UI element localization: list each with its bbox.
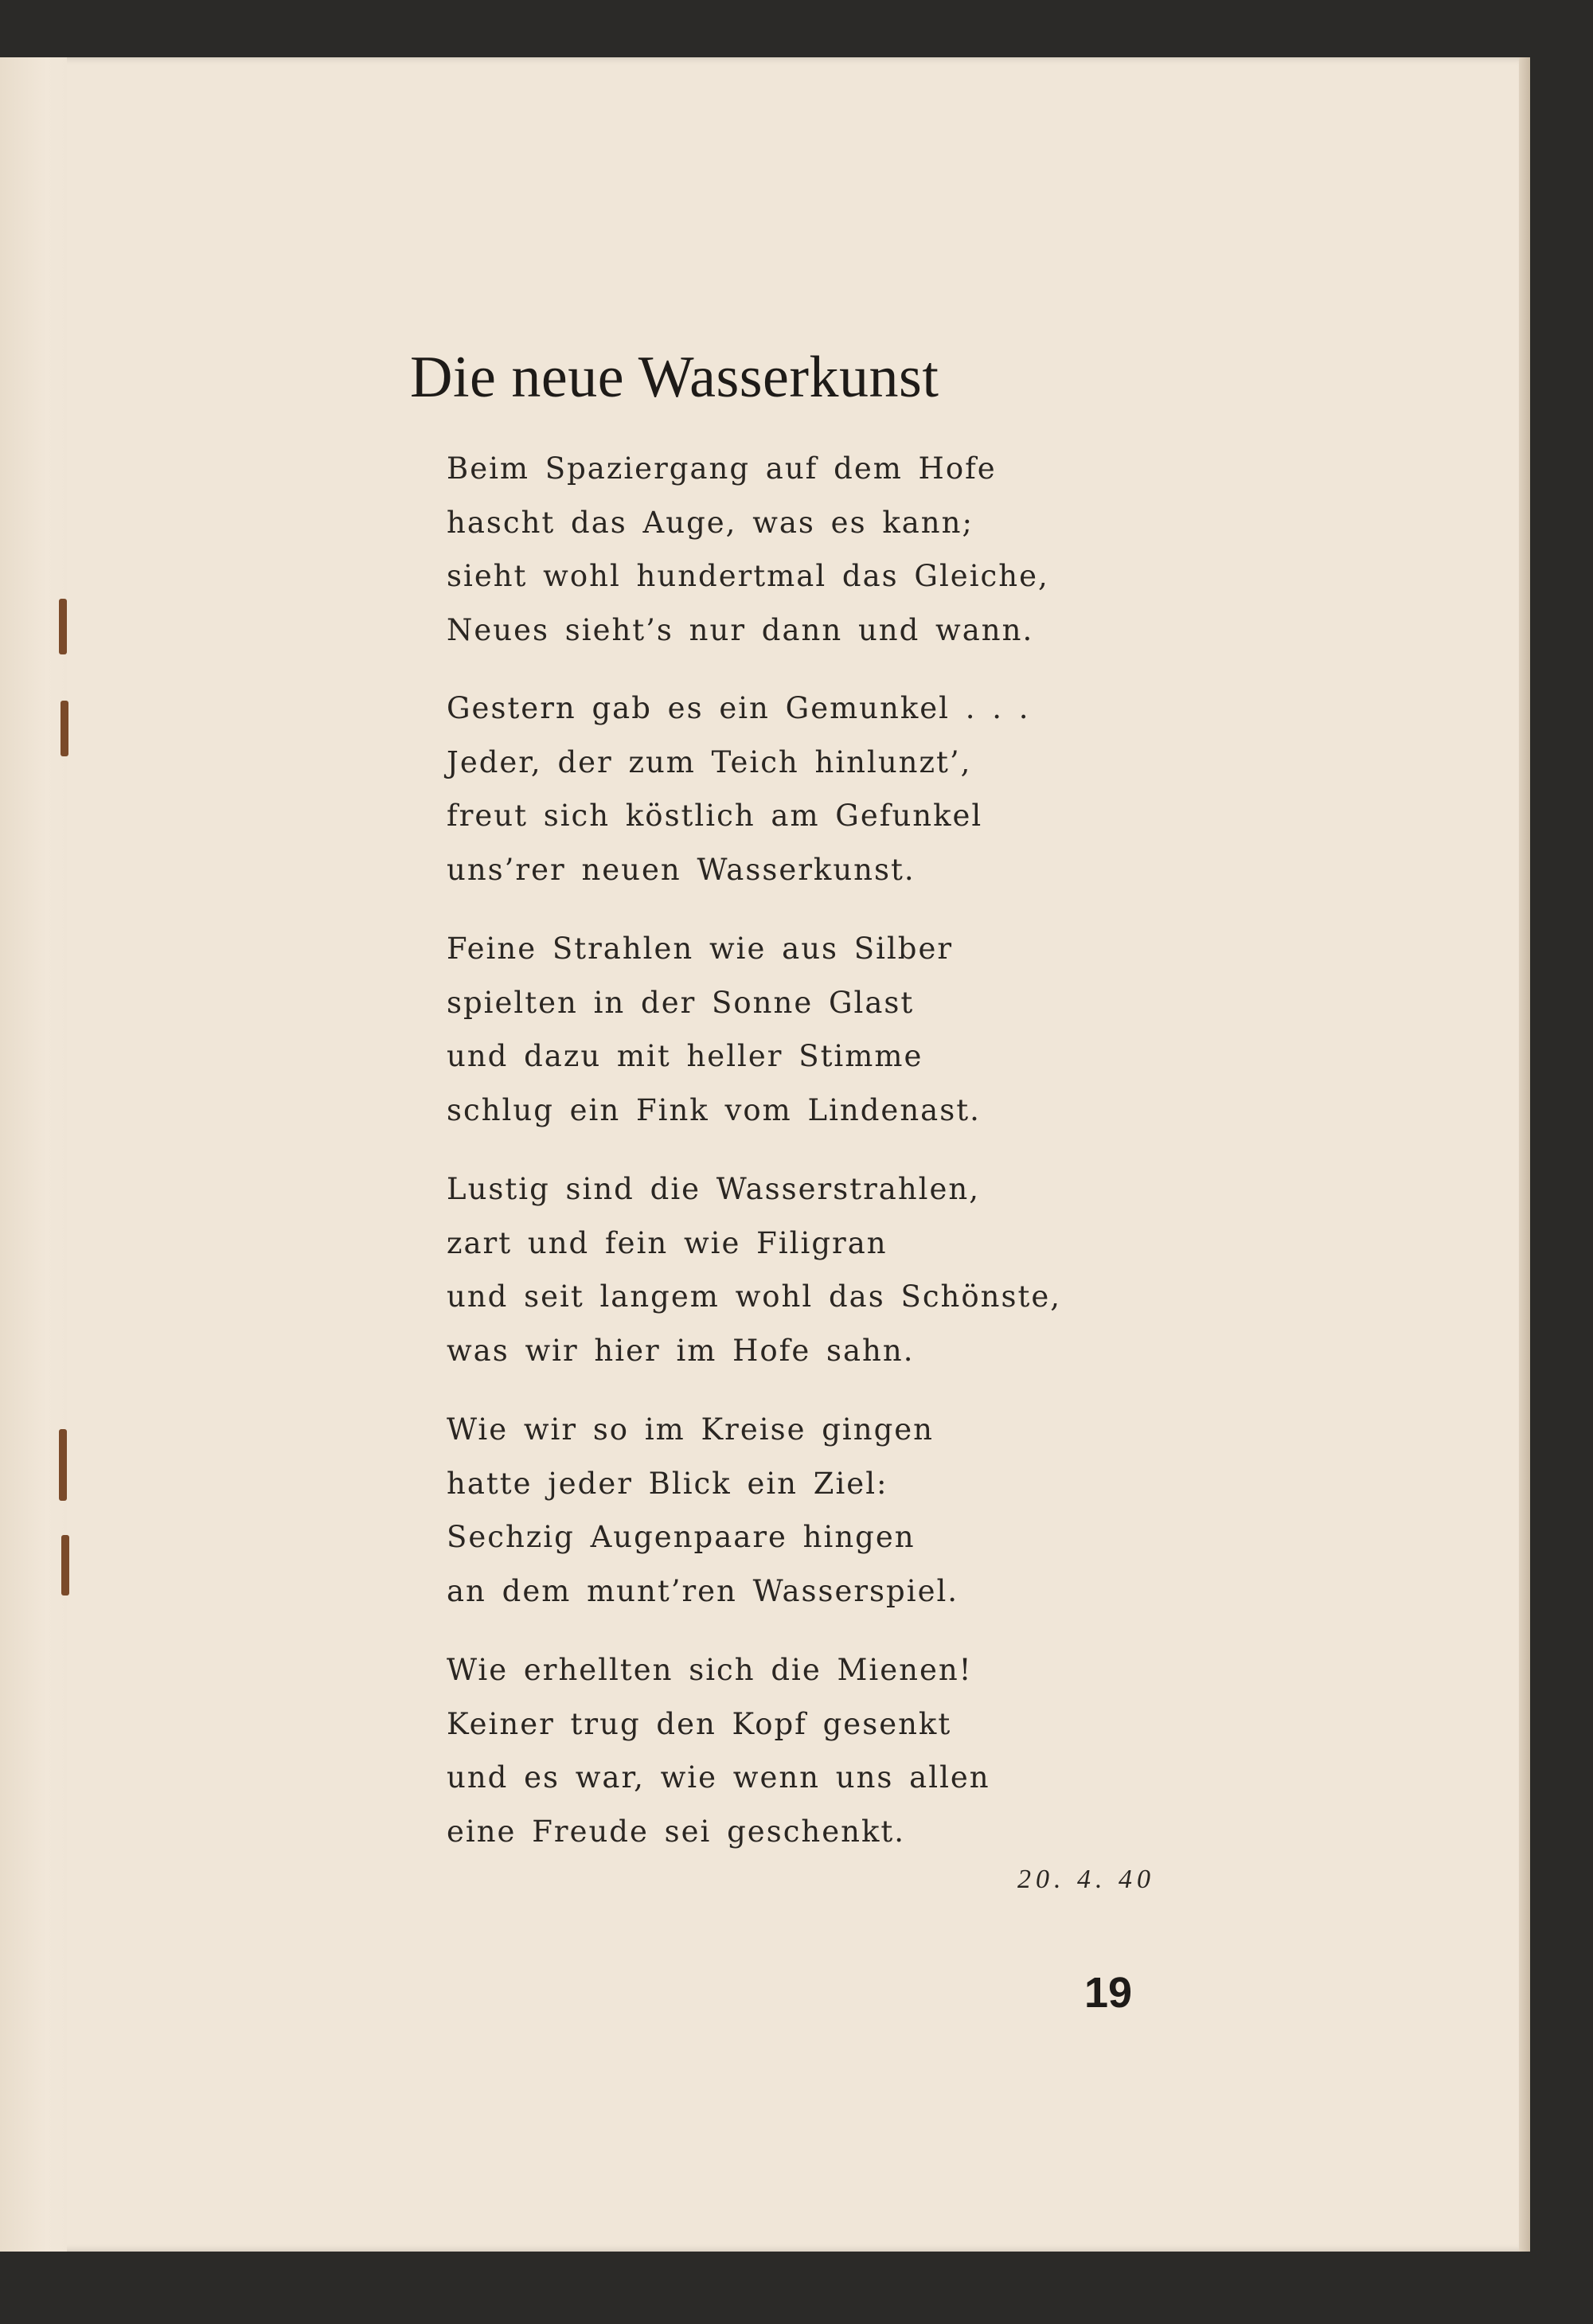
binding-stitch bbox=[59, 599, 67, 654]
poem-line: zart und fein wie Filigran bbox=[447, 1225, 888, 1260]
poem-line: sieht wohl hundertmal das Gleiche, bbox=[447, 559, 1049, 593]
poem-line: und dazu mit heller Stimme bbox=[447, 1039, 923, 1073]
poem-line: freut sich köstlich am Gefunkel bbox=[447, 799, 983, 833]
poem-line: uns’rer neuen Wasserkunst. bbox=[447, 852, 916, 887]
poem-line: schlug ein Fink vom Lindenast. bbox=[447, 1092, 981, 1127]
poem-line: Sechzig Augenpaare hingen bbox=[447, 1520, 916, 1554]
poem-line: Neues sieht’s nur dann und wann. bbox=[447, 612, 1034, 647]
page-number: 19 bbox=[1084, 1969, 1133, 2017]
poem-line: hascht das Auge, was es kann; bbox=[447, 505, 974, 540]
poem-line: Wie wir so im Kreise gingen bbox=[447, 1412, 934, 1447]
poem-line: und seit langem wohl das Schönste, bbox=[447, 1279, 1061, 1314]
stanza bbox=[447, 682, 1030, 896]
poem-line: was wir hier im Hofe sahn. bbox=[447, 1333, 915, 1368]
poem-line: und es war, wie wenn uns allen bbox=[447, 1760, 990, 1795]
poem-title: Die neue Wasserkunst bbox=[410, 345, 939, 410]
stanza bbox=[447, 1403, 959, 1618]
poem-line: Keiner trug den Kopf gesenkt bbox=[447, 1706, 952, 1741]
poem-line: Lustig sind die Wasserstrahlen, bbox=[447, 1172, 980, 1206]
stanza bbox=[447, 922, 981, 1137]
page-edge bbox=[1519, 57, 1530, 2252]
poem-date: 20. 4. 40 bbox=[1017, 1865, 1155, 1894]
poem-line: Beim Spaziergang auf dem Hofe bbox=[447, 451, 997, 486]
poem-line: Feine Strahlen wie aus Silber bbox=[447, 932, 954, 966]
poem-line: an dem munt’ren Wasserspiel. bbox=[447, 1573, 959, 1608]
binding-stitch bbox=[59, 1429, 67, 1501]
page-gutter bbox=[0, 57, 67, 2252]
poem-line: Gestern gab es ein Gemunkel . . . bbox=[447, 691, 1030, 725]
poem-line: hatte jeder Blick ein Ziel: bbox=[447, 1466, 888, 1501]
stanza bbox=[447, 442, 1049, 657]
poem-line: eine Freude sei geschenkt. bbox=[447, 1814, 906, 1849]
stanza bbox=[447, 1643, 990, 1858]
poem-line: Wie erhellten sich die Mienen! bbox=[447, 1653, 973, 1687]
binding-stitch bbox=[61, 701, 68, 756]
poem-line: Jeder, der zum Teich hinlunzt’, bbox=[447, 744, 972, 779]
binding-stitch bbox=[61, 1535, 69, 1596]
poem-line: spielten in der Sonne Glast bbox=[447, 985, 915, 1020]
stanza bbox=[447, 1162, 1061, 1377]
